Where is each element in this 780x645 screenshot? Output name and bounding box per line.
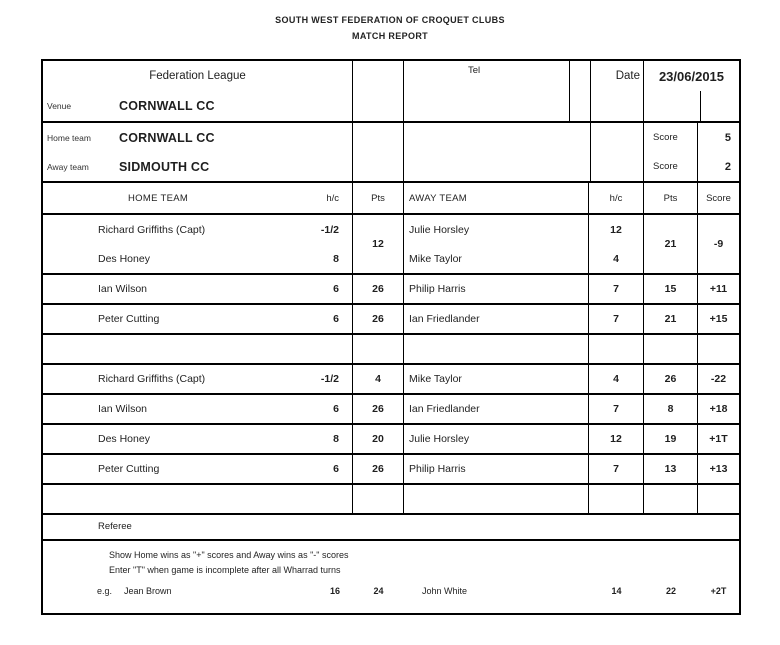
home-handicap-column-header: h/c (326, 192, 339, 204)
empty-cell (570, 61, 591, 91)
empty-cell (701, 91, 739, 121)
away-player-handicap: 4 (613, 252, 619, 265)
home-player-name: Peter Cutting (98, 313, 160, 325)
home-player-handicap: 8 (333, 252, 339, 265)
game-score-cell: -9 (713, 238, 724, 250)
home-points-cell: 20 (353, 425, 404, 453)
game-score-cell: +1T (709, 433, 728, 445)
home-points-cell (353, 335, 404, 363)
referee-label: Referee (98, 521, 132, 532)
empty-cell (404, 61, 570, 91)
home-points-column-header: Pts (353, 183, 404, 213)
away-player-handicap: 12 (610, 223, 622, 236)
game-score-cell (698, 485, 739, 513)
example-row (43, 586, 739, 596)
empty-cell (591, 123, 644, 181)
match-report-subtitle: MATCH REPORT (351, 31, 429, 41)
league-name: Federation League (43, 61, 353, 91)
away-player-name: Philip Harris (404, 455, 589, 483)
away-points-cell: 13 (644, 455, 698, 483)
empty-cell (591, 91, 644, 121)
singles-game-row (43, 455, 739, 485)
home-player-name: Richard Griffiths (Capt) (98, 373, 206, 385)
away-handicap-cell: 7 (589, 395, 644, 423)
game-score-cell: +15 (709, 313, 728, 325)
away-handicap-cell: 7 (589, 275, 644, 303)
example-prefix: e.g. (97, 586, 113, 596)
away-points-cell: 19 (644, 425, 698, 453)
empty-cell (404, 91, 570, 121)
away-player-name: Mike Taylor (409, 252, 462, 265)
home-player-handicap: 8 (333, 433, 339, 445)
match-report-table (41, 59, 741, 615)
home-player-name: Des Honey (98, 433, 150, 445)
doubles-game-row (43, 215, 739, 275)
example-away-handicap: 14 (611, 586, 622, 596)
singles-game-row (43, 335, 739, 365)
away-handicap-cell: 4 (589, 365, 644, 393)
away-player-name: Ian Friedlander (404, 395, 589, 423)
away-handicap-column-header: h/c (589, 183, 644, 213)
away-handicap-cell: 12 (589, 425, 644, 453)
home-points-cell: 12 (353, 215, 404, 273)
away-player-name: Mike Taylor (404, 365, 589, 393)
home-player-handicap: 6 (333, 313, 339, 325)
away-team-name: SIDMOUTH CC (119, 159, 210, 174)
away-match-score: 2 (724, 160, 731, 173)
away-score-label: Score (653, 161, 678, 172)
game-score-cell: +11 (709, 283, 728, 295)
empty-cell (353, 91, 404, 121)
incomplete-game-note: Enter "T" when game is incomplete after all Wharrad turns (109, 564, 341, 575)
away-points-column-header: Pts (644, 183, 698, 213)
empty-cell (644, 91, 701, 121)
home-player-handicap: 6 (333, 403, 339, 415)
singles-game-row (43, 275, 739, 305)
game-score-cell (698, 335, 739, 363)
away-player-name (404, 335, 589, 363)
venue-value: CORNWALL CC (119, 99, 215, 113)
games-header-row (43, 183, 739, 215)
home-player-name: Richard Griffiths (Capt) (98, 223, 206, 236)
away-team-column-header: AWAY TEAM (404, 183, 589, 213)
away-player-name (404, 485, 589, 513)
empty-cell (353, 61, 404, 91)
singles-game-row (43, 425, 739, 455)
venue-row (43, 91, 739, 123)
home-player-handicap: 6 (333, 463, 339, 475)
home-points-cell: 4 (353, 365, 404, 393)
singles-game-row (43, 365, 739, 395)
away-handicap-cell: 7 (589, 455, 644, 483)
teams-row (43, 123, 739, 183)
away-points-cell: 26 (644, 365, 698, 393)
away-points-cell: 21 (644, 215, 698, 273)
tel-label: Tel (468, 65, 481, 76)
date-label: Date (591, 61, 644, 91)
singles-game-row (43, 305, 739, 335)
example-home-handicap: 16 (329, 586, 340, 596)
away-points-cell (644, 335, 698, 363)
game-score-cell: +18 (709, 403, 728, 415)
league-date-row (43, 61, 739, 91)
away-handicap-cell (589, 485, 644, 513)
away-points-cell (644, 485, 698, 513)
away-team-label: Away team (47, 161, 89, 172)
home-team-column-header: HOME TEAM (128, 192, 189, 204)
away-points-cell: 21 (644, 305, 698, 333)
home-match-score: 5 (724, 131, 731, 144)
home-player-name: Ian Wilson (98, 403, 148, 415)
game-score-cell: +13 (709, 463, 728, 475)
away-points-cell: 8 (644, 395, 698, 423)
home-team-label: Home team (47, 132, 91, 143)
home-points-cell: 26 (353, 455, 404, 483)
report-title (0, 12, 780, 44)
away-handicap-cell: 7 (589, 305, 644, 333)
away-player-name: Julie Horsley (404, 425, 589, 453)
notes-section (43, 541, 739, 620)
home-player-name: Peter Cutting (98, 463, 160, 475)
example-away-name: John White (422, 586, 468, 596)
federation-title: SOUTH WEST FEDERATION OF CROQUET CLUBS (275, 15, 505, 25)
away-points-cell: 15 (644, 275, 698, 303)
empty-cell (353, 123, 404, 181)
away-player-name: Ian Friedlander (404, 305, 589, 333)
home-points-cell: 26 (353, 305, 404, 333)
home-player-handicap: 6 (333, 283, 339, 295)
date-value: 23/06/2015 (658, 68, 725, 84)
away-player-name: Philip Harris (404, 275, 589, 303)
home-points-cell: 26 (353, 395, 404, 423)
empty-cell (404, 123, 591, 181)
away-handicap-cell (589, 335, 644, 363)
example-score: +2T (710, 586, 727, 596)
home-team-name: CORNWALL CC (119, 130, 215, 145)
singles-game-row (43, 395, 739, 425)
singles-rows (43, 275, 739, 515)
scoring-note: Show Home wins as "+" scores and Away wins as "-" scores (109, 550, 349, 560)
home-points-cell (353, 485, 404, 513)
home-player-handicap: -1/2 (320, 223, 339, 236)
home-player-name: Des Honey (98, 252, 150, 265)
venue-label: Venue (47, 101, 72, 111)
example-away-points: 22 (665, 586, 676, 596)
home-points-cell: 26 (353, 275, 404, 303)
home-score-label: Score (653, 132, 678, 143)
empty-cell (570, 91, 591, 121)
singles-game-row (43, 485, 739, 515)
score-column-header: Score (706, 192, 731, 204)
away-player-name: Julie Horsley (409, 223, 470, 236)
game-score-cell: -22 (710, 373, 727, 385)
home-player-name: Ian Wilson (98, 283, 148, 295)
home-player-handicap: -1/2 (320, 373, 339, 385)
example-home-name: Jean Brown (124, 586, 172, 596)
example-home-points: 24 (373, 586, 384, 596)
